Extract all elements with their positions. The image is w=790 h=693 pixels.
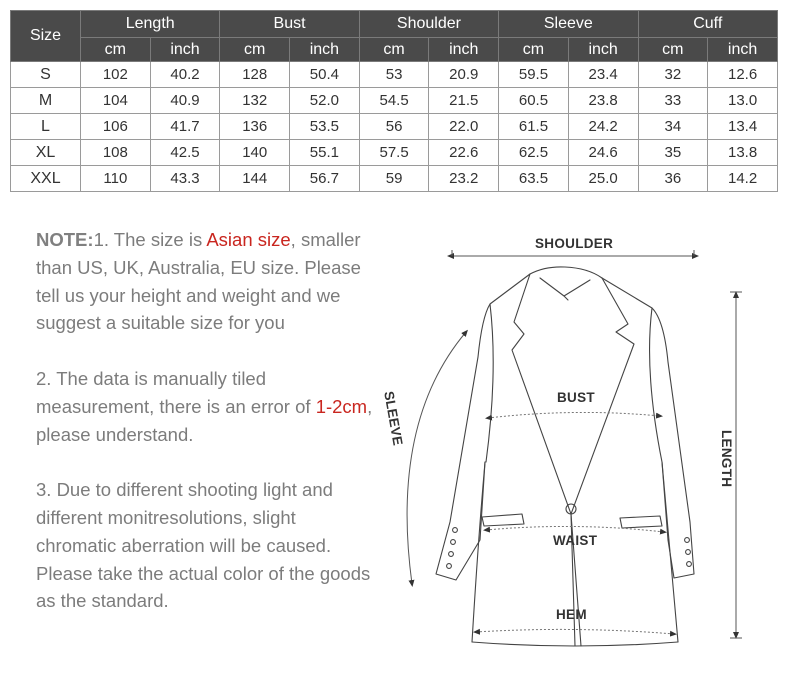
- note-1-text-b: , smaller than US, UK, Australia, EU size. Please tell us your height and weight and we suggest a suitable size for you: [36, 229, 361, 334]
- jacket-measurement-diagram: [381, 222, 780, 662]
- group-header-shoulder: Shoulder: [359, 11, 498, 38]
- measurement-cell: 21.5: [429, 88, 499, 114]
- measurement-cell: 32: [638, 62, 708, 88]
- measurement-cell: 62.5: [499, 140, 569, 166]
- table-group-header-row: [11, 11, 778, 38]
- measurement-cell: 132: [220, 88, 290, 114]
- unit-header: cm: [81, 38, 151, 62]
- measurement-cell: 40.9: [150, 88, 220, 114]
- measurement-cell: 36: [638, 166, 708, 192]
- measurement-cell: 53.5: [290, 114, 360, 140]
- note-1: [36, 226, 376, 337]
- table-row: [11, 114, 778, 140]
- measurement-cell: 108: [81, 140, 151, 166]
- table-row: [11, 88, 778, 114]
- measurement-cell: 56.7: [290, 166, 360, 192]
- group-header-cuff: Cuff: [638, 11, 778, 38]
- measurement-cell: 14.2: [708, 166, 778, 192]
- size-cell: XL: [11, 140, 81, 166]
- measurement-cell: 53: [359, 62, 429, 88]
- waist-label: WAIST: [553, 533, 598, 548]
- measurement-cell: 24.6: [568, 140, 638, 166]
- unit-header: cm: [220, 38, 290, 62]
- unit-header: cm: [499, 38, 569, 62]
- measurement-cell: 102: [81, 62, 151, 88]
- sleeve-label: SLEEVE: [381, 390, 406, 447]
- unit-header: inch: [429, 38, 499, 62]
- measurement-cell: 56: [359, 114, 429, 140]
- measurement-cell: 42.5: [150, 140, 220, 166]
- table-unit-header-row: [11, 38, 778, 62]
- measurement-cell: 20.9: [429, 62, 499, 88]
- measurement-cell: 23.4: [568, 62, 638, 88]
- measurement-cell: 52.0: [290, 88, 360, 114]
- measurement-cell: 41.7: [150, 114, 220, 140]
- note-2: [36, 365, 376, 448]
- measurement-cell: 22.0: [429, 114, 499, 140]
- measurement-cell: 61.5: [499, 114, 569, 140]
- measurement-cell: 23.2: [429, 166, 499, 192]
- measurement-cell: 59: [359, 166, 429, 192]
- note-label: NOTE:: [36, 229, 94, 250]
- note-1-highlight: Asian size: [206, 229, 291, 250]
- measurement-cell: 63.5: [499, 166, 569, 192]
- note-2-text-b: , please understand.: [36, 395, 373, 445]
- measurement-cell: 110: [81, 166, 151, 192]
- measurement-cell: 23.8: [568, 88, 638, 114]
- measurement-cell: 50.4: [290, 62, 360, 88]
- unit-header: inch: [290, 38, 360, 62]
- bust-label: BUST: [557, 390, 595, 405]
- measurement-cell: 54.5: [359, 88, 429, 114]
- measurement-cell: 22.6: [429, 140, 499, 166]
- measurement-cell: 35: [638, 140, 708, 166]
- measurement-cell: 13.8: [708, 140, 778, 166]
- measurement-cell: 13.4: [708, 114, 778, 140]
- table-row: [11, 166, 778, 192]
- measurement-cell: 57.5: [359, 140, 429, 166]
- unit-header: cm: [359, 38, 429, 62]
- measurement-cell: 25.0: [568, 166, 638, 192]
- size-column-header: Size: [11, 11, 81, 62]
- note-2-highlight: 1-2cm: [315, 395, 368, 417]
- measurement-cell: 144: [220, 166, 290, 192]
- unit-header: inch: [150, 38, 220, 62]
- measurement-cell: 55.1: [290, 140, 360, 166]
- measurement-cell: 140: [220, 140, 290, 166]
- measurement-cell: 40.2: [150, 62, 220, 88]
- size-cell: L: [11, 114, 81, 140]
- measurement-cell: 34: [638, 114, 708, 140]
- measurement-cell: 24.2: [568, 114, 638, 140]
- measurement-cell: 128: [220, 62, 290, 88]
- note-3: [36, 476, 376, 615]
- measurement-cell: 33: [638, 88, 708, 114]
- shoulder-label: SHOULDER: [535, 236, 614, 251]
- measurement-cell: 106: [81, 114, 151, 140]
- measurement-cell: 43.3: [150, 166, 220, 192]
- size-table-body: [11, 62, 778, 192]
- note-3-text: 3. Due to different shooting light and different monitresolutions, slight chromatic aberration will be caused. Please take the actual color of the goods as the standard.: [36, 479, 371, 612]
- unit-header: cm: [638, 38, 708, 62]
- measurement-cell: 60.5: [499, 88, 569, 114]
- measurement-cell: 136: [220, 114, 290, 140]
- size-cell: S: [11, 62, 81, 88]
- measurement-cell: 12.6: [708, 62, 778, 88]
- group-header-length: Length: [81, 11, 220, 38]
- size-cell: M: [11, 88, 81, 114]
- size-cell: XXL: [11, 166, 81, 192]
- notes-section: [36, 226, 376, 643]
- table-row: [11, 62, 778, 88]
- measurement-cell: 104: [81, 88, 151, 114]
- measurement-cell: 13.0: [708, 88, 778, 114]
- group-header-bust: Bust: [220, 11, 359, 38]
- length-label: LENGTH: [719, 430, 734, 488]
- measurement-cell: 59.5: [499, 62, 569, 88]
- table-row: [11, 140, 778, 166]
- note-1-text-a: 1. The size is: [93, 229, 207, 250]
- note-2-text-a: 2. The data is manually tiled measurement, there is an error of: [36, 367, 316, 417]
- unit-header: inch: [568, 38, 638, 62]
- hem-label: HEM: [556, 607, 587, 622]
- group-header-sleeve: Sleeve: [499, 11, 638, 38]
- unit-header: inch: [708, 38, 778, 62]
- size-chart-table: [10, 10, 778, 192]
